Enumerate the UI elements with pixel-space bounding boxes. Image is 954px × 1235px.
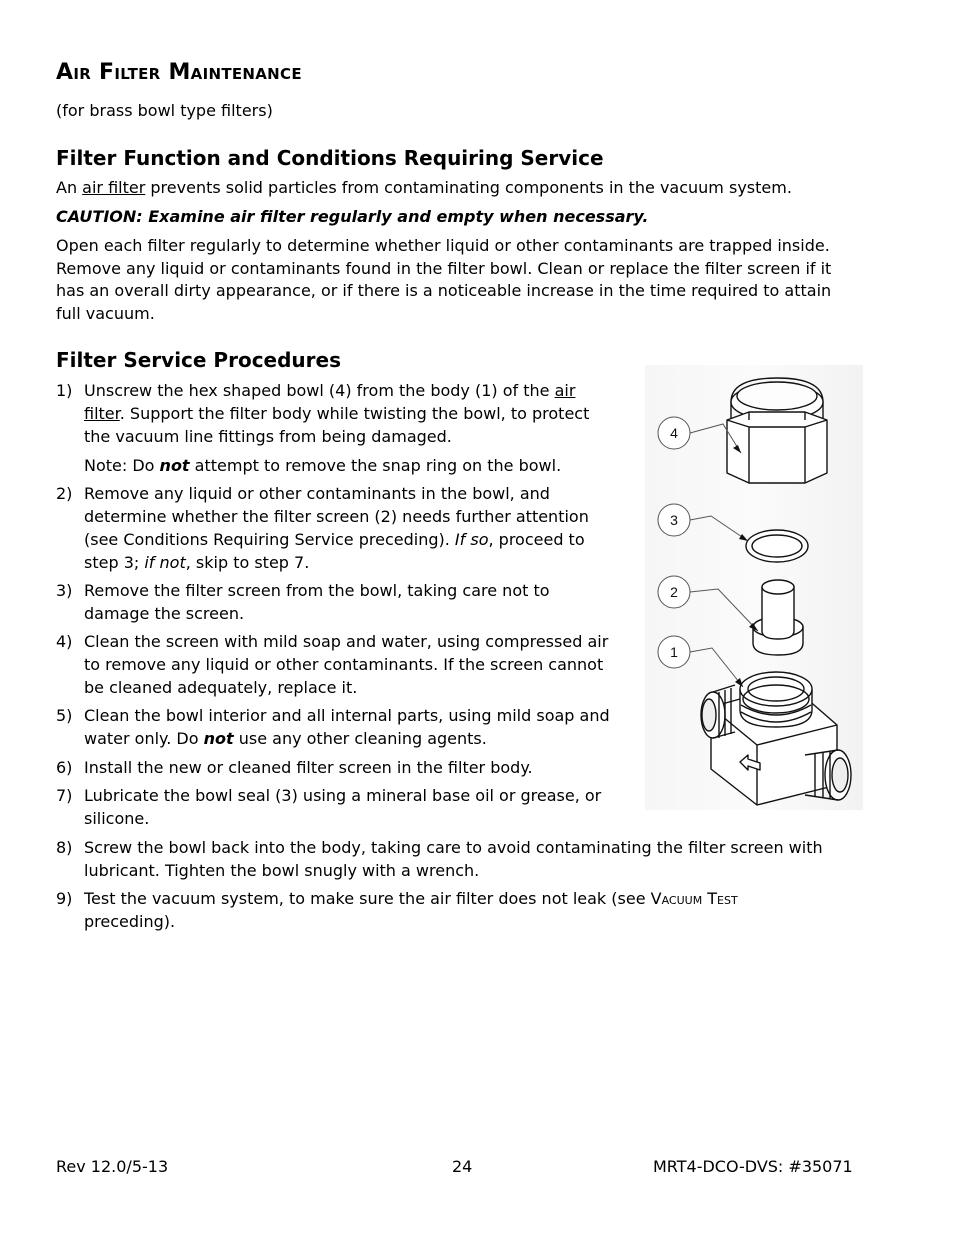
emphasis: If so [454, 530, 489, 549]
callout-label: 1 [670, 644, 678, 660]
step-1-note [84, 454, 561, 477]
emphasis: not [203, 729, 234, 748]
step-text: Remove any liquid or other contaminants in the bowl, and [84, 484, 550, 503]
step-text: the vacuum line fittings from being damaged. [84, 427, 452, 446]
step-number: 1) [56, 381, 73, 400]
step-text: step 3; [84, 553, 145, 572]
callout-label: 2 [670, 584, 678, 600]
step-text: determine whether the filter screen (2) needs further attention [84, 507, 589, 526]
step-text: use any other cleaning agents. [233, 729, 487, 748]
page-subtitle: (for brass bowl type filters) [56, 101, 273, 120]
paragraph-line: Remove any liquid or contaminants found in the filter bowl. Clean or replace the filter screen if it [56, 258, 832, 278]
step-text: damage the screen. [84, 604, 245, 623]
step-text: (see Conditions Requiring Service preceding). [84, 530, 455, 549]
hex-bowl-part [727, 378, 827, 483]
vacuum-test-reference: Vacuum Test [650, 889, 738, 908]
bowl-seal-part [746, 530, 808, 562]
air-filter-link[interactable]: air [554, 381, 576, 400]
step-text: Install the new or cleaned filter screen in the filter body. [84, 758, 533, 777]
callout-label: 4 [670, 425, 678, 441]
step-number: 5) [56, 706, 73, 725]
air-filter-link[interactable]: air filter [82, 178, 146, 197]
step-number: 8) [56, 838, 73, 857]
step-text: Unscrew the hex shaped bowl (4) from the body (1) of the [84, 381, 555, 400]
step-number: 6) [56, 758, 73, 777]
step-text: preceding). [84, 912, 176, 931]
step-text: , proceed to [488, 530, 585, 549]
step-text: Clean the screen with mild soap and water, using compressed air [84, 632, 609, 651]
footer-page-number: 24 [452, 1157, 473, 1176]
intro-text-continued: prevents solid particles from contaminating components in the vacuum system. [145, 178, 792, 197]
section-heading-function: Filter Function and Conditions Requiring Service [56, 146, 604, 170]
step-text: water only. Do [84, 729, 204, 748]
paragraph-line: has an overall dirty appearance, or if there is a noticeable increase in the time required to attain [56, 281, 832, 300]
step-text: , skip to step 7. [185, 553, 310, 572]
intro-paragraph [56, 177, 792, 200]
emphasis: not [159, 456, 190, 475]
step-text: be cleaned adequately, replace it. [84, 678, 358, 697]
step-text: Screw the bowl back into the body, taking care to avoid contaminating the filter screen with [84, 838, 823, 857]
air-filter-exploded-diagram [645, 365, 863, 810]
section-heading-procedures: Filter Service Procedures [56, 348, 341, 372]
step-text: Lubricate the bowl seal (3) using a mineral base oil or grease, or [84, 786, 602, 805]
step-number: 4) [56, 632, 73, 651]
intro-text: An [56, 178, 83, 197]
emphasis: if not [144, 553, 186, 572]
step-number: 9) [56, 889, 73, 908]
callout-label: 3 [670, 512, 678, 528]
caution-note: CAUTION: Examine air filter regularly and empty when necessary. [56, 207, 649, 226]
step-text: Remove the filter screen from the bowl, taking care not to [84, 581, 550, 600]
air-filter-link[interactable]: filter [84, 404, 120, 423]
footer-revision: Rev 12.0/5-13 [56, 1157, 169, 1176]
paragraph-line: full vacuum. [56, 303, 155, 323]
step-text: Test the vacuum system, to make sure the air filter does not leak (see [84, 889, 651, 908]
step-number: 7) [56, 786, 73, 805]
note-text: attempt to remove the snap ring on the bowl. [189, 456, 562, 475]
step-text: to remove any liquid or other contaminants. If the screen cannot [84, 655, 604, 674]
step-text: Clean the bowl interior and all internal parts, using mild soap and [84, 706, 610, 725]
footer-document-id: MRT4-DCO-DVS: #35071 [653, 1157, 853, 1176]
paragraph-line: Open each filter regularly to determine whether liquid or other contaminants are trapped inside. [56, 236, 830, 255]
step-text: . Support the filter body while twisting the bowl, to protect [119, 404, 590, 423]
page-title: Air Filter Maintenance [56, 60, 302, 85]
note-text: Note: Do [84, 456, 160, 475]
step-text: lubricant. Tighten the bowl snugly with a wrench. [84, 861, 480, 880]
step-text: silicone. [84, 809, 150, 828]
step-number: 3) [56, 581, 73, 600]
step-number: 2) [56, 484, 73, 503]
inspection-paragraph [56, 235, 831, 325]
